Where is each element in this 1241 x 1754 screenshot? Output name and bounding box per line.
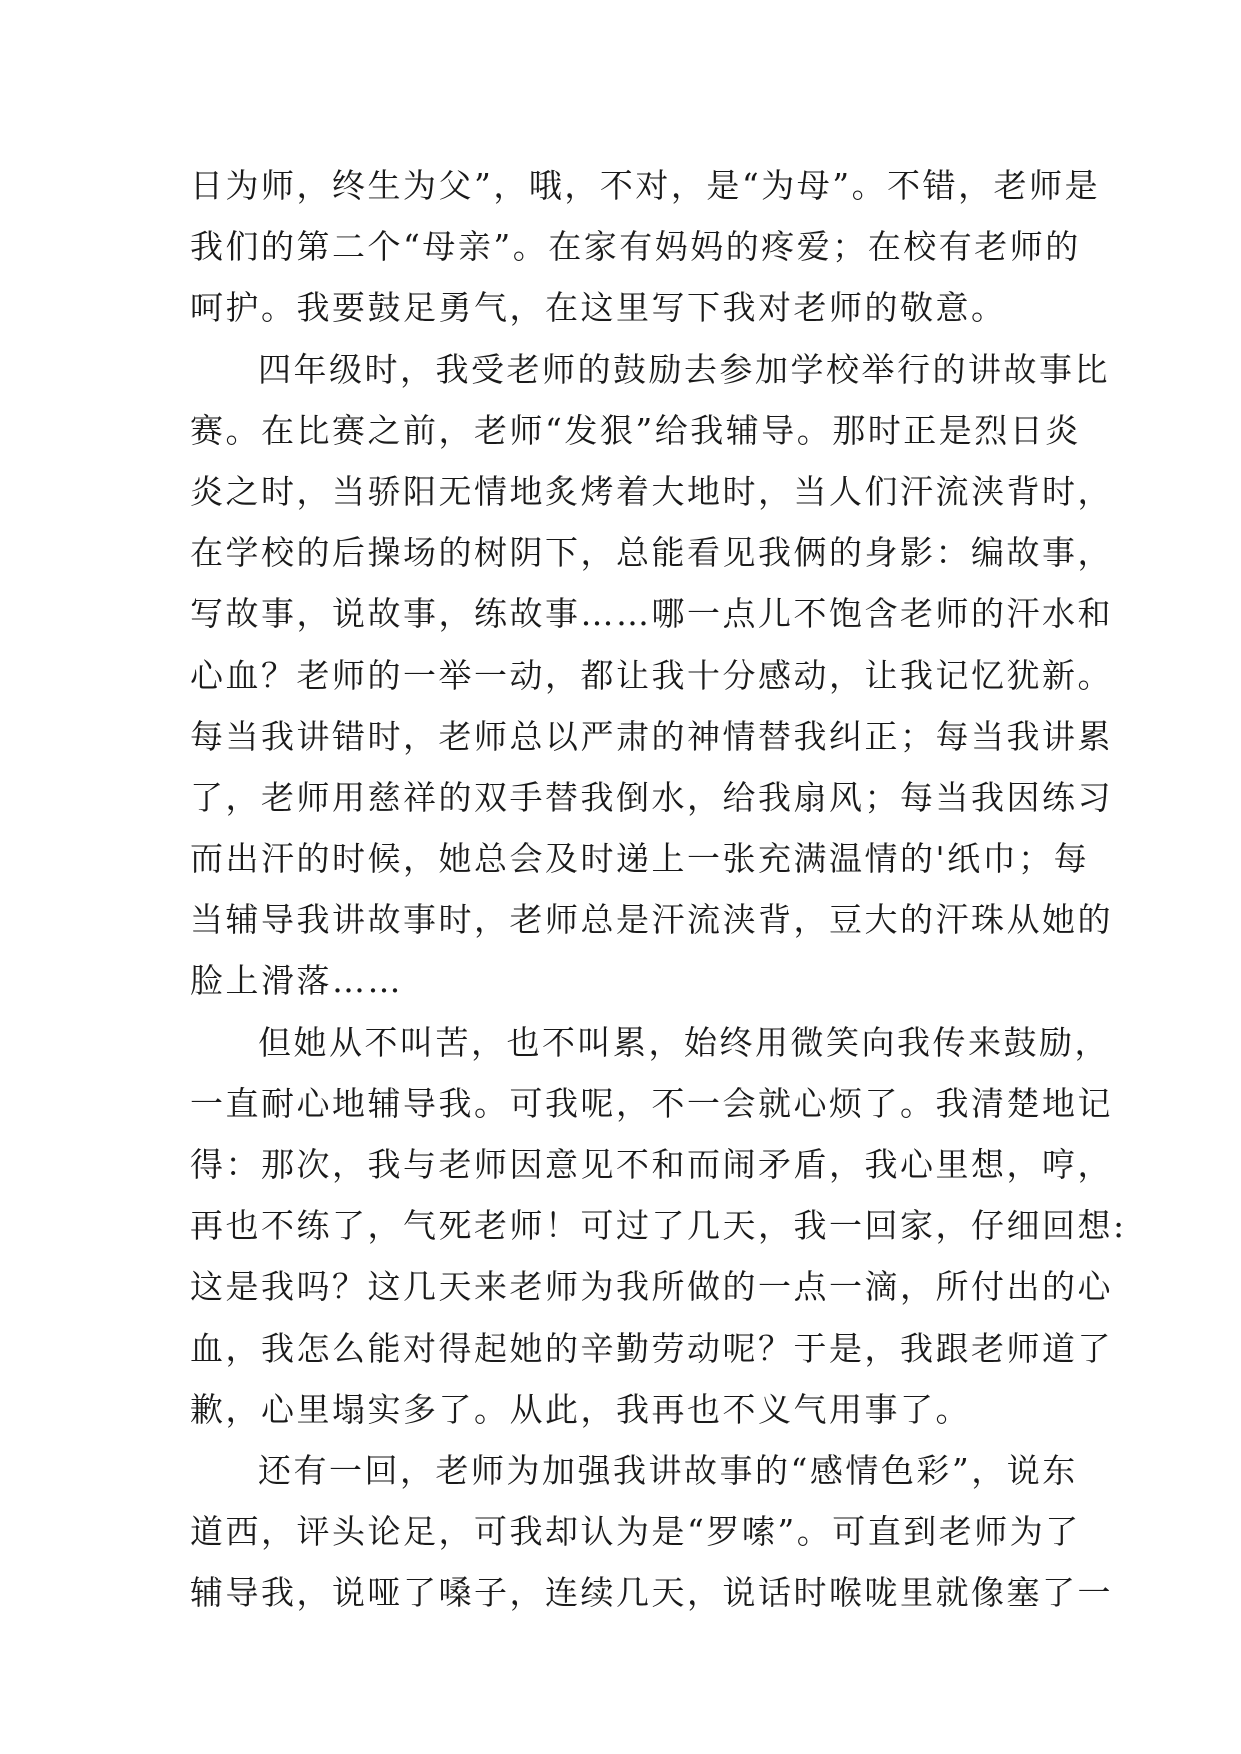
text-line: 赛。在比赛之前，老师“发狠”给我辅导。那时正是烈日炎 xyxy=(190,410,1081,450)
text-line: 而出汗的时候，她总会及时递上一张充满温情的'纸巾；每 xyxy=(190,839,1090,879)
text-line: 脸上滑落…… xyxy=(190,961,403,1001)
text-line: 歉，心里塌实多了。从此，我再也不义气用事了。 xyxy=(190,1389,971,1429)
text-line: 我们的第二个“母亲”。在家有妈妈的疼爱；在校有老师的 xyxy=(190,227,1081,267)
text-line: 日为师，终生为父”，哦，不对，是“为母”。不错，老师是 xyxy=(190,166,1101,205)
text-line: 在学校的后操场的树阴下，总能看见我俩的身影：编故事， xyxy=(190,533,1113,573)
text-line: 当辅导我讲故事时，老师总是汗流浃背，豆大的汗珠从她的 xyxy=(190,900,1113,940)
text-line: 道西，评头论足，可我却认为是“罗嗦”。可直到老师为了 xyxy=(190,1512,1081,1552)
paragraph-start-line: 还有一回，老师为加强我讲故事的“感情色彩”，说东 xyxy=(258,1450,1078,1490)
text-line: 呵护。我要鼓足勇气，在这里写下我对老师的敬意。 xyxy=(190,288,1007,328)
paragraph-start-line: 四年级时，我受老师的鼓励去参加学校举行的讲故事比 xyxy=(258,349,1110,389)
text-line: 心血？老师的一举一动，都让我十分感动，让我记忆犹新。 xyxy=(190,655,1113,695)
text-line: 了，老师用慈祥的双手替我倒水，给我扇风；每当我因练习 xyxy=(190,777,1113,817)
text-line: 一直耐心地辅导我。可我呢，不一会就心烦了。我清楚地记 xyxy=(190,1083,1113,1123)
text-line: 辅导我，说哑了嗓子，连续几天，说话时喉咙里就像塞了一 xyxy=(190,1573,1113,1613)
text-line: 血，我怎么能对得起她的辛勤劳动呢？于是，我跟老师道了 xyxy=(190,1328,1113,1368)
text-line: 每当我讲错时，老师总以严肃的神情替我纠正；每当我讲累 xyxy=(190,716,1113,756)
essay-body xyxy=(190,155,1127,1624)
text-line: 再也不练了，气死老师！可过了几天，我一回家，仔细回想: xyxy=(190,1206,1127,1246)
text-line: 炎之时，当骄阳无情地炙烤着大地时，当人们汗流浃背时， xyxy=(190,471,1113,511)
text-line: 这是我吗？这几天来老师为我所做的一点一滴，所付出的心 xyxy=(190,1267,1113,1307)
paragraph-start-line: 但她从不叫苦，也不叫累，始终用微笑向我传来鼓励， xyxy=(258,1022,1110,1062)
text-line: 得：那次，我与老师因意见不和而闹矛盾，我心里想，哼， xyxy=(190,1145,1113,1184)
text-line: 写故事，说故事，练故事……哪一点儿不饱含老师的汗水和 xyxy=(190,594,1113,634)
